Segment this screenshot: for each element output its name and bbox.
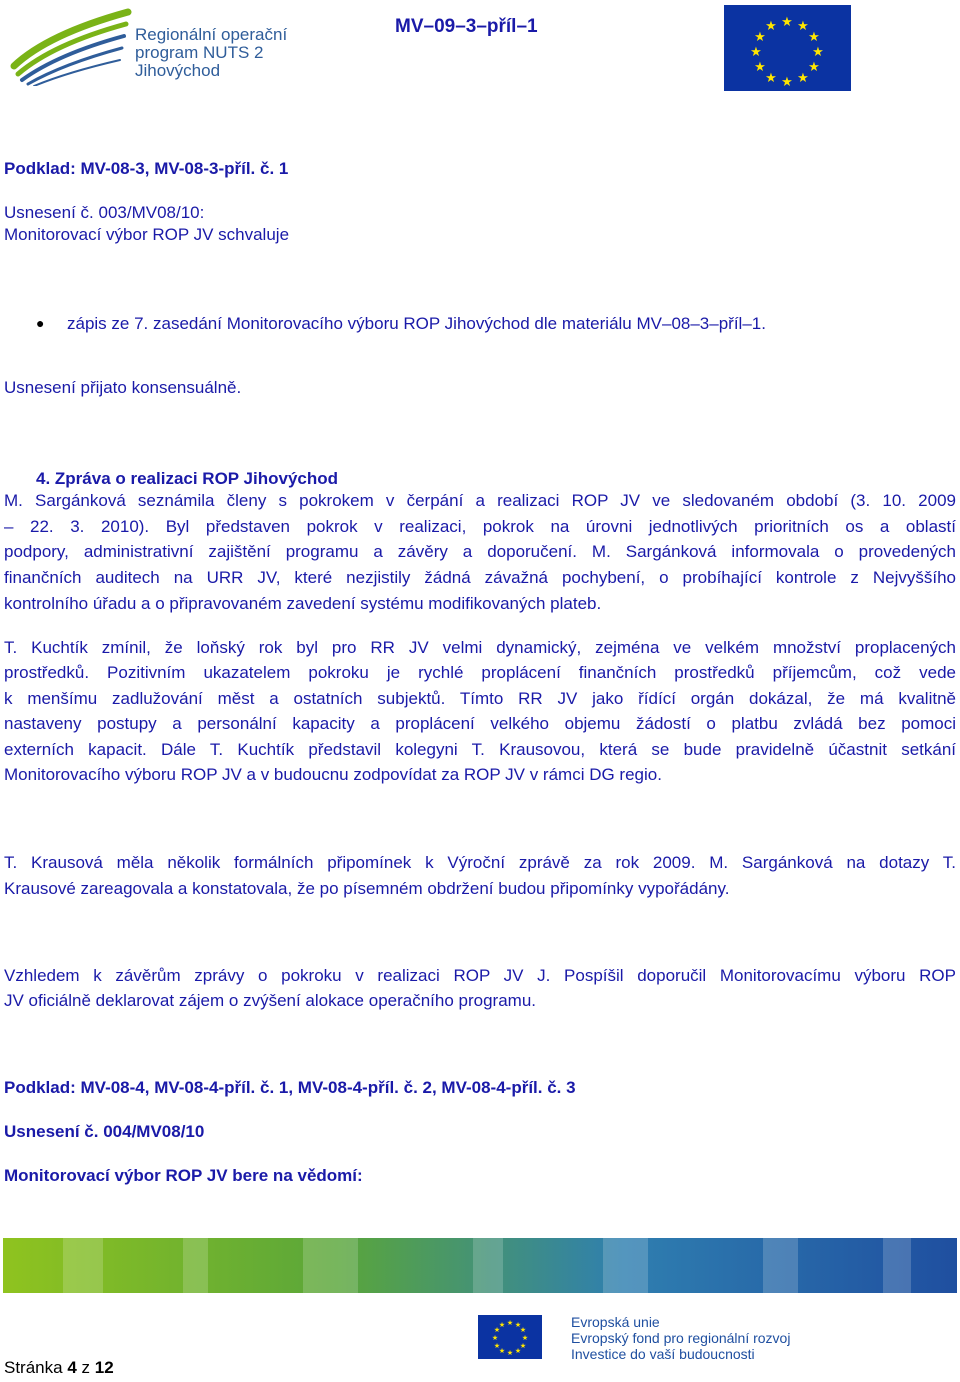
para-4-line: JV oficiálně deklarovat zájem o zvýšení alokace operačního programu. [4,991,537,1010]
usneseni-2: Usnesení č. 004/MV08/10 [4,1122,205,1141]
para-3-line: Krausové zareagovala a konstatovala, že po písemném obdržení budou připomínky vypořádány. [4,879,730,898]
para-3-line: T. Krausová měla několik formálních připomínek k Výroční zprávě za rok 2009. M. Sargánková na dotazy T. [4,853,956,872]
eu-flag-small-icon [478,1315,542,1359]
para-2-line: externích kapacit. Dále T. Kuchtík představil kolegyni T. Krausovou, která se bude pravidelně účastnit setkání [4,740,956,759]
eu-line: Evropská unie [571,1314,660,1330]
logo-line: program NUTS 2 [135,43,264,62]
svg-text:★: ★ [781,75,793,90]
para-1-line: kontrolního úřadu a o připravovaném zavedení systému modifikovaných plateb. [4,594,602,613]
logo-line: Jihovýchod [135,61,221,80]
eu-fund-text [571,1314,790,1362]
svg-text:★: ★ [514,1321,522,1329]
para-1-line: – 22. 3. 2010). Byl představen pokrok v realizaci, pokrok na úrovni jednotlivých prioritních os a oblastí [4,517,956,536]
svg-text:★: ★ [498,1347,506,1355]
usneseni-1: Usnesení č. 003/MV08/10: [4,203,205,222]
page-total: 12 [94,1358,114,1377]
podklad-1: Podklad: MV-08-3, MV-08-3-příl. č. 1 [4,159,289,178]
para-2-line: k menšímu zadlužování měst a ostatních subjektů. Tímto RR JV jako řídící orgán dokázal, že má kvalitně [4,689,956,708]
svg-text:★: ★ [519,1326,527,1334]
svg-text:★: ★ [750,45,762,60]
svg-text:★: ★ [754,60,766,75]
para-2-line: nastaveny postupy a personální kapacity a proplácení velkého objemu žádostí o platbu zvládá bez pomoci [4,714,956,733]
para-2-line: Monitorovacího výboru ROP JV a v budoucnu zodpovídat za ROP JV v rámci DG regio. [4,765,662,784]
para-4-line: Vzhledem k závěrům zprávy o pokroku v realizaci ROP JV J. Pospíšil doporučil Monitorovacímu výboru ROP [4,966,956,985]
svg-text:★: ★ [808,60,820,75]
page-of: z [81,1358,91,1377]
page-prefix: Stránka [4,1358,63,1377]
rop-logo-graphic [8,4,138,86]
mv-schvaluje: Monitorovací výbor ROP JV schvaluje [4,225,290,244]
para-2-line: T. Kuchtík zmínil, že loňský rok byl pro RR JV velmi dynamický, zejména ve velkém množství proplacených [4,638,956,657]
svg-text:★: ★ [519,1342,527,1350]
svg-text:★: ★ [491,1334,499,1342]
svg-text:★: ★ [493,1342,501,1350]
svg-text:★: ★ [506,1319,514,1327]
para-2-line: prostředků. Pozitivním ukazatelem pokroku je rychlé proplácení finančních prostředků příjemcům, což vede [4,663,956,682]
svg-text:★: ★ [506,1349,514,1357]
bullet-icon: ● [36,315,45,331]
section-heading-4: 4. Zpráva o realizaci ROP Jihovýchod [36,469,339,488]
svg-text:★: ★ [493,1326,501,1334]
para-1-line: podpory, administrativní zajištění programu a závěry a doporučení. M. Sargánková informovala o provedených [4,542,956,561]
logo-line: Regionální operační [135,25,288,44]
eu-line: Investice do vaší budoucnosti [571,1346,755,1362]
svg-text:★: ★ [498,1321,506,1329]
eu-flag-icon [724,5,851,91]
svg-text:★: ★ [808,30,820,45]
para-1-line: M. Sargánková seznámila členy s pokrokem v čerpání a realizaci ROP JV ve sledovaném období (3. 10. 2009 [4,491,956,510]
svg-text:★: ★ [781,15,793,30]
footer-decorative-band [3,1238,957,1293]
svg-text:★: ★ [521,1334,529,1342]
para-1-line: finančních auditech na URR JV, které nezjistily žádná závažná pochybení, o probíhající kontrole z Nejvyššího [4,568,956,587]
svg-text:★: ★ [812,45,824,60]
svg-text:★: ★ [765,19,777,34]
svg-text:★: ★ [797,19,809,34]
rop-logo-text [135,26,287,80]
eu-line: Evropský fond pro regionální rozvoj [571,1330,791,1346]
svg-text:★: ★ [797,71,809,86]
document-code: MV–09–3–příl–1 [395,16,538,37]
usneseni-prijato: Usnesení přijato konsensuálně. [4,378,242,397]
svg-text:★: ★ [765,71,777,86]
svg-text:★: ★ [754,30,766,45]
svg-text:★: ★ [514,1347,522,1355]
page-number [4,1358,114,1378]
bullet-item: zápis ze 7. zasedání Monitorovacího výboru ROP Jihovýchod dle materiálu MV–08–3–příl–1. [67,314,766,333]
mv-bere-na-vedomi: Monitorovací výbor ROP JV bere na vědomí: [4,1166,363,1185]
page-current: 4 [67,1358,77,1377]
podklad-2: Podklad: MV-08-4, MV-08-4-příl. č. 1, MV-08-4-příl. č. 2, MV-08-4-příl. č. 3 [4,1078,576,1097]
